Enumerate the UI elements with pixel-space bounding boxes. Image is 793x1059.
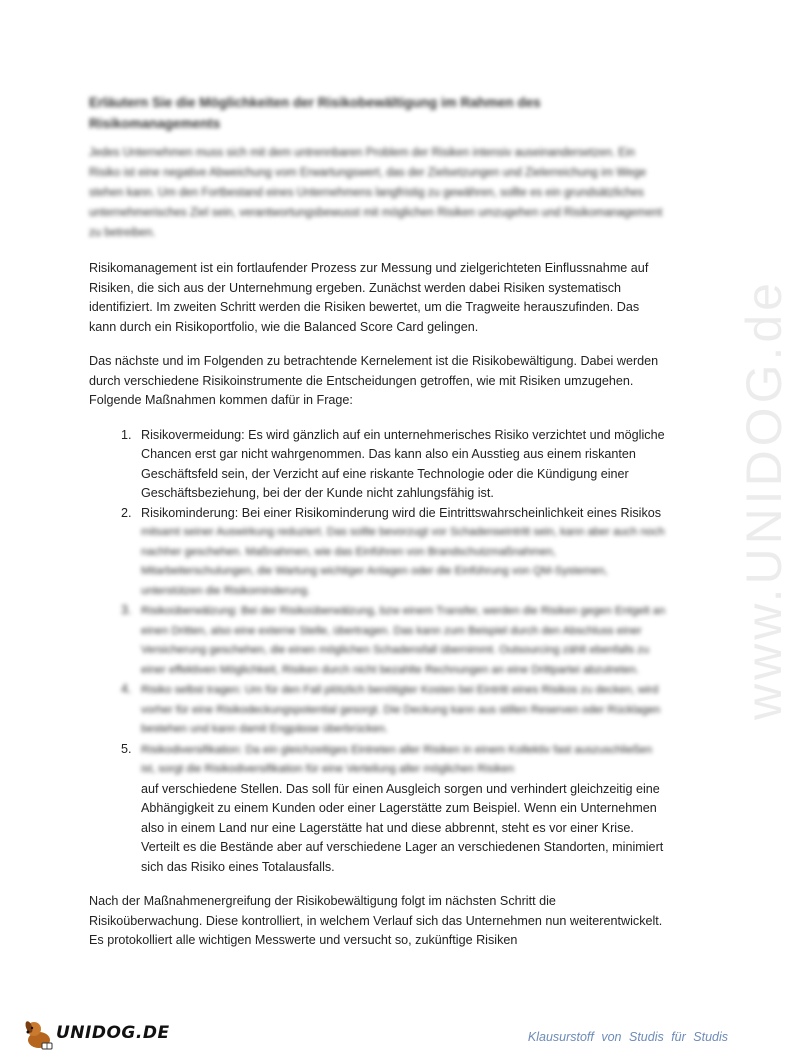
unidog-logo[interactable] bbox=[22, 1018, 182, 1050]
document-title: Erläutern Sie die Möglichkeiten der Risikobewältigung im Rahmen des Risikomanagements bbox=[89, 95, 541, 131]
paragraph-risk-monitoring: Nach der Maßnahmenergreifung der Risikobewältigung folgt im nächsten Schritt die Risikoüberwachung. Diese kontrolliert, in welchem Verlauf sich das Unternehmen nun weiterentwickelt. Es protokolliert alle wichtigen Messwerte und versucht so, zukünftige Risiken bbox=[89, 894, 663, 947]
list-item-risk-avoidance bbox=[135, 426, 669, 504]
list-item-risk-retention bbox=[135, 680, 669, 740]
measures-list bbox=[89, 426, 669, 878]
list-item-blurred-text: 4. Risiko selbst tragen: Um für den Fall plötzlich benötigter Kosten bei Eintritt eines Risikos zu decken, wird vorher für eine Risikodeckungspotential gesorgt. Die Deckung kann aus stillen Reserven oder Rücklagen bestehen und kann damit Engpässe überbrücken. bbox=[141, 684, 661, 735]
dog-icon bbox=[22, 1018, 56, 1050]
list-item-risk-reduction bbox=[135, 504, 669, 602]
list-item-risk-diversification bbox=[135, 740, 669, 878]
intro-paragraph: Jedes Unternehmen muss sich mit dem untrennbaren Problem der Risiken intensiv auseinandersetzen. Ein Risiko ist eine negative Abweichung vom Erwartungswert, das der Zielsetzungen und Zielerreichung im Wege stehen kann. Um den Fortbestand eines Unternehmens langfristig zu gewähren, sollte es ein grundsätzliches unternehmerisches Ziel sein, verantwortungsbewusst mit möglichen Risiken umzugehen und Risikomanagement zu betreiben. bbox=[89, 147, 663, 239]
document-body bbox=[89, 92, 669, 966]
list-item-blurred-text: 3. Risikoüberwälzung: Bei der Risikoüberwälzung, bzw einem Transfer, werden die Risiken gegen Entgelt an einen Dritten, also eine externe Stelle, übertragen. Das kann zum Beispiel durch den Abschluss einer Versicherung geschehen, die einen möglichen Schadensfall übernimmt. Outsourcing zählt ebenfalls zu einer effektiven Möglichkeit, Risiken durch nicht bezahlte Rechnungen an eine Drittpartei abzutreten. bbox=[141, 605, 666, 676]
list-item-blurred-text: 5. Risikodiversifikation: Da ein gleichzeitiges Eintreten aller Risiken in einem Kollektiv fast auszuschließen ist, sorgt die Risikodiversifikation für eine Verteilung aller möglichen Risiken bbox=[141, 743, 653, 775]
list-item-text: Risikovermeidung: Es wird gänzlich auf ein unternehmerisches Risiko verzichtet und mögliche Chancen erst gar nicht wahrgenommen. Das kann also ein Ausstieg aus einem riskanten Geschäftsfeld sein, der Verzicht auf eine riskante Technologie oder die Kündigung einer Geschäftsbeziehung, bei der der Kunde nicht zahlungsfähig ist. bbox=[141, 427, 665, 500]
list-item-text: auf verschiedene Stellen. Das soll für einen Ausgleich sorgen und verhindert gleichzeitig eine Abhängigkeit zu einem Kunden oder einer Lagerstätte zum Beispiel. Wenn ein Unternehmen also in einem Land nur eine Lagerstätte hat und diese abbrennt, steht es vor einer Krise. Verteilt es die Bestände aber auf verschiedene Lager an verschiedenen Standorten, minimiert sich das Risiko eines Totalausfalls. bbox=[141, 781, 664, 874]
footer-tagline: Klausurstoff von Studis für Studis bbox=[527, 1030, 728, 1044]
paragraph-risk-management: Risikomanagement ist ein fortlaufender Prozess zur Messung und zielgerichteten Einflussnahme auf Risiken, die sich aus der Unternehmung ergeben. Zunächst werden dabei Risiken systematisch identifiziert. Im zweiten Schritt werden die Risiken bewertet, um die Tragweite herauszufinden. Das kann durch ein Risikoportfolio, wie die Balanced Score Card gelingen. bbox=[89, 261, 649, 334]
list-item-risk-transfer bbox=[135, 601, 669, 680]
logo-text: UNIDOG.DE bbox=[56, 1023, 170, 1043]
list-item-text: Risikominderung: Bei einer Risikominderung wird die Eintrittswahrscheinlichkeit eines Risikos bbox=[141, 505, 662, 520]
list-item-blurred-text: mitsamt seiner Auswirkung reduziert. Das sollte bevorzugt vor Schadenseintritt sein, kann aber auch noch nachher geschehen. Maßnahmen, wie das Einführen von Brandschutzmaßnahmen, Mitarbeiterschulungen, die Wartung wichtiger Anlagen oder die Einführung von QM-Systemen, unterstützen die Risikominderung. bbox=[141, 526, 665, 597]
paragraph-risk-handling: Das nächste und im Folgenden zu betrachtende Kernelement ist die Risikobewältigung. Dabei werden durch verschiedene Risikoinstrumente die Entscheidungen getroffen, wie mit Risiken umzugehen. Folgende Maßnahmen kommen dafür in Frage: bbox=[89, 354, 659, 407]
watermark: www.UNIDOG.de bbox=[736, 279, 792, 720]
